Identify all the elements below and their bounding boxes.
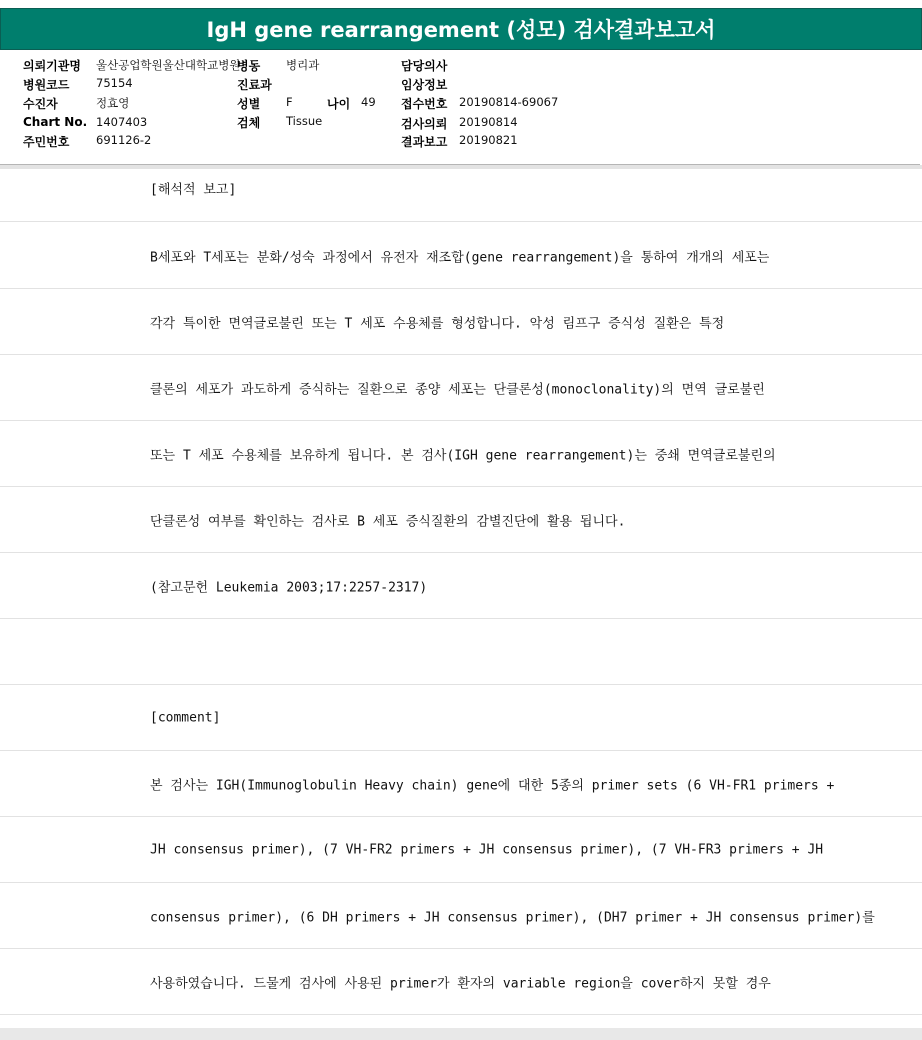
sex-label: 성별 (237, 97, 261, 111)
physician-label: 담당의사 (401, 59, 448, 73)
bottom-divider (0, 1028, 922, 1040)
report-line (0, 817, 922, 883)
specimen-label: 검체 (237, 116, 261, 130)
specimen-value: Tissue (286, 114, 323, 128)
request-date-value: 20190814 (459, 115, 518, 129)
report-line (0, 751, 922, 817)
resident-no-value: 691126-2 (96, 133, 152, 147)
hospital-code-label: 병원코드 (23, 78, 70, 92)
patient-info-header (0, 50, 920, 165)
report-line-text: (참고문헌 Leukemia 2003;17:2257-2317) (150, 580, 428, 595)
report-title: IgH gene rearrangement (성모) 검사결과보고서 (0, 8, 922, 50)
department-label: 진료과 (237, 78, 272, 92)
ward-label: 병동 (237, 59, 261, 73)
chart-no-value: 1407403 (96, 115, 148, 129)
request-date-label: 검사의뢰 (401, 117, 448, 131)
report-line-text: [해석적 보고] (150, 182, 237, 198)
report-line (0, 355, 922, 421)
sex-value: F (286, 95, 293, 109)
accession-no-label: 접수번호 (401, 97, 448, 111)
report-line (0, 553, 922, 619)
report-line (0, 421, 922, 487)
age-label: 나이 (327, 97, 351, 111)
report-line-text: B세포와 T세포는 분화/성숙 과정에서 유전자 재조합(gene rearrangement)을 통하여 개개의 세포는 (150, 250, 770, 265)
accession-no-value: 20190814-69067 (459, 95, 559, 109)
report-line-text: [comment] (150, 710, 221, 725)
report-line (0, 223, 922, 289)
report-line (0, 883, 922, 949)
institution-label: 의뢰기관명 (23, 59, 81, 73)
report-line-text: 사용하였습니다. 드물게 검사에 사용된 primer가 환자의 variable region을 cover하지 못할 경우 (150, 976, 771, 991)
report-line-text: 또는 T 세포 수용체를 보유하게 됩니다. 본 검사(IGH gene rearrangement)는 중쇄 면역글로불린의 (150, 448, 776, 463)
institution-value: 울산공업학원울산대학교병원 (96, 58, 241, 72)
report-line (0, 949, 922, 1015)
report-date-label: 결과보고 (401, 135, 448, 149)
report-line (0, 619, 922, 685)
report-line-text: 각각 특이한 면역글로불린 또는 T 세포 수용체를 형성합니다. 악성 림프구 증식성 질환은 특정 (150, 316, 725, 331)
report-line (0, 685, 922, 751)
report-line-text: consensus primer), (6 DH primers + JH consensus primer), (DH7 primer + JH consensus primer)를 (150, 910, 875, 925)
patient-value: 정효영 (96, 96, 130, 110)
report-line (0, 156, 922, 222)
hospital-code-value: 75154 (96, 76, 133, 90)
report-date-value: 20190821 (459, 133, 518, 147)
report-line (0, 487, 922, 553)
resident-no-label: 주민번호 (23, 135, 70, 149)
ward-value: 병리과 (286, 58, 320, 72)
report-line (0, 289, 922, 355)
age-value: 49 (361, 95, 376, 109)
report-line-text: 본 검사는 IGH(Immunoglobulin Heavy chain) gene에 대한 5종의 primer sets (6 VH-FR1 primers + (150, 778, 835, 793)
report-line-text: 클론의 세포가 과도하게 증식하는 질환으로 종양 세포는 단클론성(monoclonality)의 면역 글로불린 (150, 382, 765, 397)
patient-label: 수진자 (23, 97, 58, 111)
chart-no-label: Chart No. (23, 115, 88, 129)
clinical-info-label: 임상정보 (401, 78, 448, 92)
report-line-text: JH consensus primer), (7 VH-FR2 primers + JH consensus primer), (7 VH-FR3 primers + JH (150, 842, 824, 857)
report-line-text: 단클론성 여부를 확인하는 검사로 B 세포 증식질환의 감별진단에 활용 됩니다. (150, 514, 626, 529)
